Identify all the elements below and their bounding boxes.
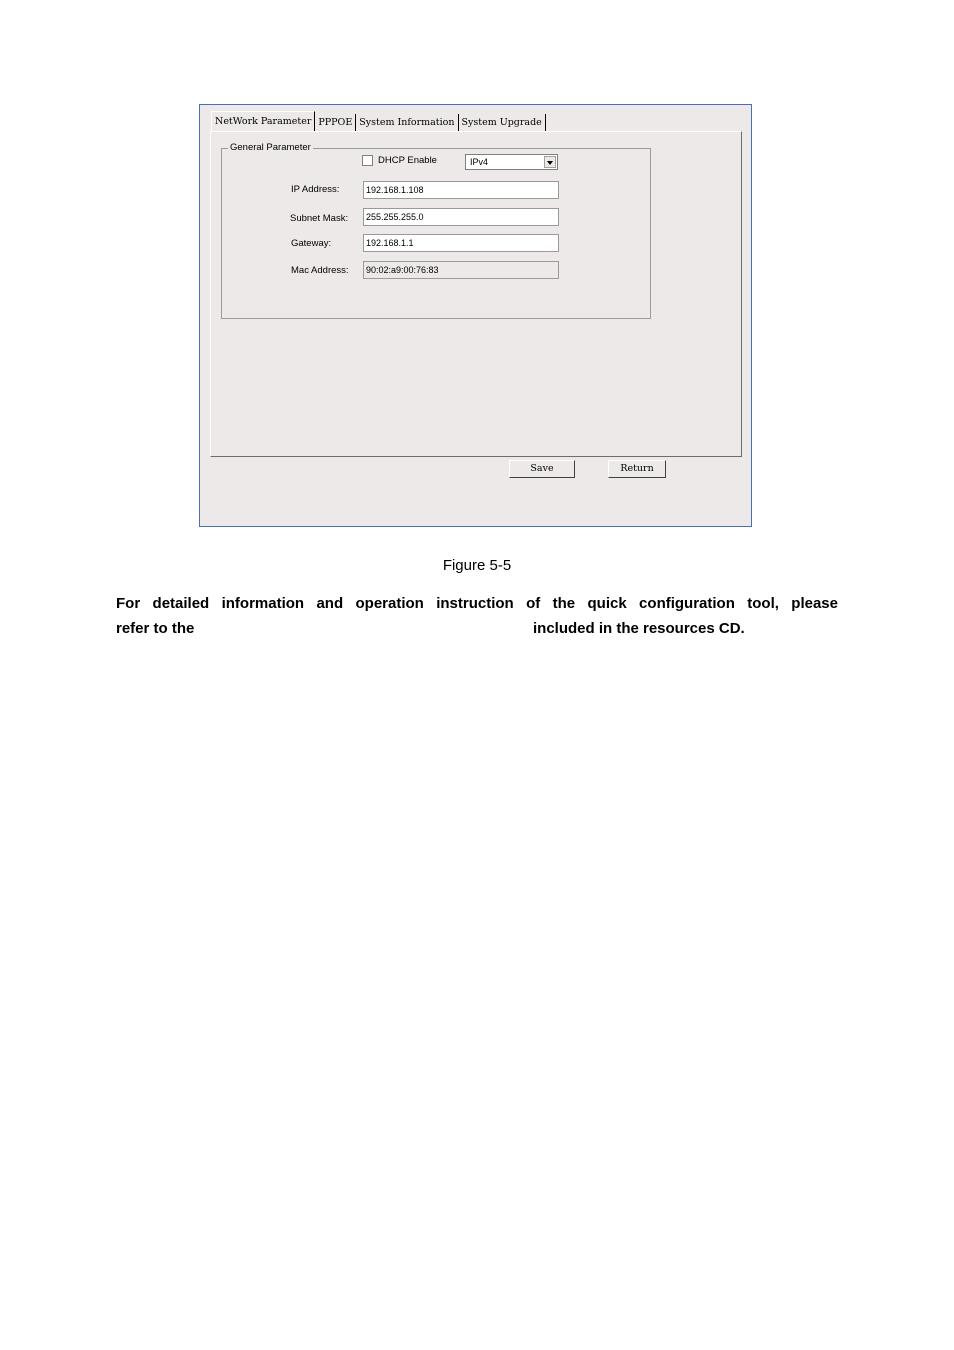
- ip-address-input[interactable]: 192.168.1.108: [363, 181, 559, 199]
- tab-network-parameter[interactable]: NetWork Parameter: [211, 111, 315, 131]
- body-text-line-2-end: included in the resources CD.: [533, 620, 745, 637]
- dhcp-enable-checkbox[interactable]: [362, 155, 373, 166]
- body-text-line-2: [116, 620, 838, 637]
- mac-address-label: Mac Address:: [291, 265, 349, 276]
- general-parameter-group: [221, 142, 651, 319]
- gateway-label: Gateway:: [291, 238, 332, 249]
- dhcp-enable-option[interactable]: [362, 155, 437, 166]
- chevron-down-icon[interactable]: [544, 156, 556, 168]
- tab-pppoe[interactable]: PPPOE: [315, 114, 356, 131]
- ip-address-label: IP Address:: [291, 184, 340, 195]
- save-button[interactable]: Save: [509, 460, 575, 478]
- ip-version-select[interactable]: [465, 154, 558, 170]
- subnet-mask-label: Subnet Mask:: [290, 213, 349, 224]
- body-text-line-1: For detailed information and operation instruction of the quick configuration tool, please: [116, 595, 838, 612]
- network-config-dialog: [199, 104, 752, 527]
- tab-strip: [211, 111, 546, 131]
- subnet-mask-input[interactable]: 255.255.255.0: [363, 208, 559, 226]
- mac-address-field: 90:02:a9:00:76:83: [363, 261, 559, 279]
- group-title: General Parameter: [230, 142, 311, 153]
- return-button[interactable]: Return: [608, 460, 666, 478]
- gateway-input[interactable]: 192.168.1.1: [363, 234, 559, 252]
- body-text-line-2-start: refer to the: [116, 620, 195, 637]
- figure-caption: Figure 5-5: [442, 557, 512, 574]
- dhcp-enable-label: DHCP Enable: [378, 155, 437, 166]
- tab-system-upgrade[interactable]: System Upgrade: [459, 114, 546, 131]
- ip-version-value: IPv4: [470, 157, 489, 167]
- tab-system-information[interactable]: System Information: [356, 114, 458, 131]
- tab-panel: [210, 131, 742, 457]
